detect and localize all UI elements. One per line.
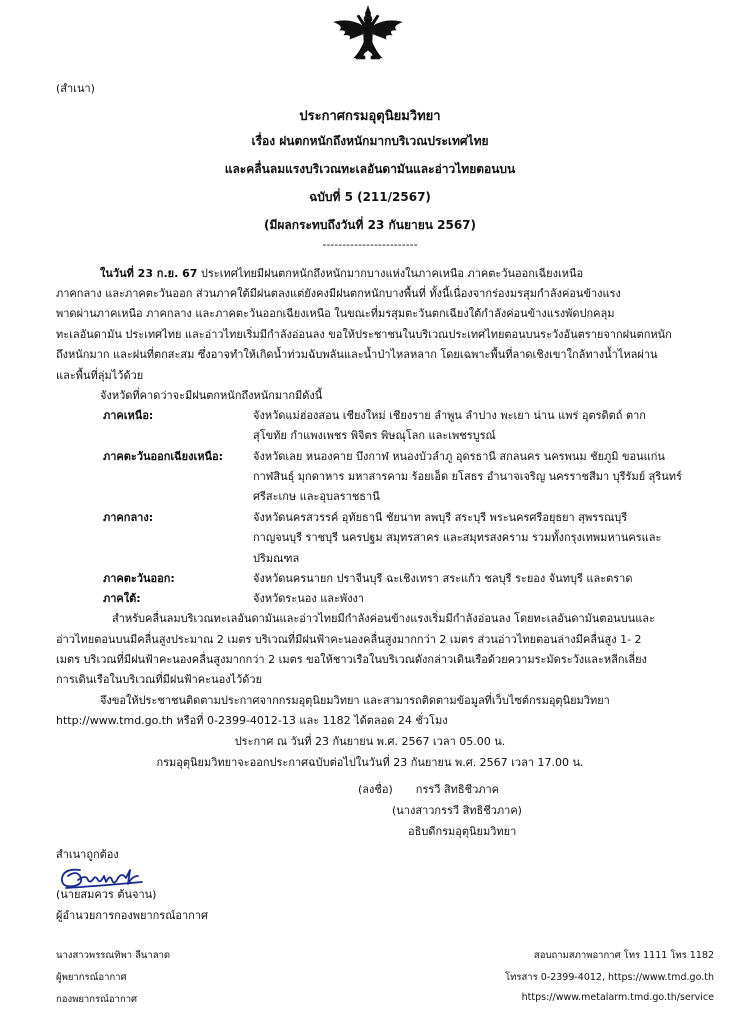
wave-line-2: อ่าวไทยตอนบนมีคลื่นสูงประมาณ 2 เมตร บริเวณที่มีฝนฟ้าคะนองคลื่นสูงมากกว่า 2 เมตร ส่วนอ่าวไทยตอนล่างมีคลื่นสูง 1- 2 bbox=[56, 633, 642, 646]
region-label-central: ภาคกลาง: bbox=[103, 511, 154, 524]
intro-line-1-rest: ประเทศไทยมีฝนตกหนักถึงหนักมากบางแห่งในภาคเหนือ ภาคตะวันออกเฉียงเหนือ bbox=[197, 267, 584, 280]
region-south-line-1: จังหวัดระนอง และพังงา bbox=[253, 592, 365, 605]
intro-line-2: ภาคกลาง และภาคตะวันออก ส่วนภาคใต้มีฝนตลงแต่ยังคงมีฝนตกหนักบางพื้นที่ ทั้งนี้เนื่องจากร่องมรสุมกำลังค่อนข้างแรง bbox=[56, 287, 621, 300]
announcement-title: ประกาศกรมอุตุนิยมวิทยา bbox=[299, 109, 441, 124]
intro-lead: ในวันที่ 23 ก.ย. 67 bbox=[100, 267, 198, 280]
intro-line-6: และพื้นที่ลุ่มไว้ด้วย bbox=[56, 369, 144, 382]
signed-line bbox=[358, 780, 499, 798]
certify-position: ผู้อำนวยการกองพยากรณ์อากาศ bbox=[56, 909, 209, 922]
footer-left-line-3: กองพยากรณ์อากาศ bbox=[56, 994, 138, 1005]
signed-name: กรรวี สิทธิชีวภาค bbox=[415, 783, 500, 796]
subject-line-1: เรื่อง ฝนตกหนักถึงหนักมากบริเวณประเทศไทย bbox=[251, 134, 489, 148]
divider: ------------------------ bbox=[322, 238, 418, 251]
footer-left-line-2: ผู้พยากรณ์อากาศ bbox=[56, 972, 127, 983]
region-northeast-line-2: กาฬสินธุ์ มุกดาหาร มหาสารคาม ร้อยเอ็ด ยโสธร อำนาจเจริญ นครราชสีมา บุรีรัมย์ สุรินทร์ bbox=[253, 470, 682, 483]
region-central-line-1: จังหวัดนครสวรรค์ อุทัยธานี ชัยนาท ลพบุรี สระบุรี พระนครศรีอยุธยา สุพรรณบุรี bbox=[253, 511, 628, 524]
follow-line-2: http://www.tmd.go.th หรือที่ 0-2399-4012-13 และ 1182 ได้ตลอด 24 ชั่วโมง bbox=[56, 714, 448, 727]
announce-date: ประกาศ ณ วันที่ 23 กันยายน พ.ศ. 2567 เวลา 05.00 น. bbox=[234, 735, 506, 748]
intro-line-5: ถึงหนักมาก และฝนที่ตกสะสม ซึ่งอาจทำให้เกิดน้ำท่วมฉับพลันและน้ำป่าไหลหลาก โดยเฉพาะพื้นที่ลาดเชิงเขาใกล้ทางน้ำไหลผ่าน bbox=[56, 348, 658, 361]
region-label-east: ภาคตะวันออก: bbox=[103, 572, 175, 585]
wave-line-3: เมตร บริเวณที่มีฝนฟ้าคะนองคลื่นสูงมากกว่า 2 เมตร ขอให้ชาวเรือในบริเวณดังกล่าวเดินเรือด้วยความระมัดระวังและหลีกเลี่ยง bbox=[56, 653, 647, 666]
intro-line-1 bbox=[100, 264, 583, 282]
region-east-line-1: จังหวัดนครนายก ปราจีนบุรี ฉะเชิงเทรา สระแก้ว ชลบุรี ระยอง จันทบุรี และตราด bbox=[253, 572, 633, 585]
effective-date: (มีผลกระทบถึงวันที่ 23 กันยายน 2567) bbox=[263, 218, 477, 232]
next-announcement: กรมอุตุนิยมวิทยาจะออกประกาศฉบับต่อไปในวันที่ 23 กันยายน พ.ศ. 2567 เวลา 17.00 น. bbox=[156, 756, 584, 769]
wave-line-4: การเดินเรือในบริเวณที่มีฝนฟ้าคะนองไว้ด้วย bbox=[56, 673, 263, 686]
footer-right-line-3: https://www.metalarm.tmd.go.th/service bbox=[521, 992, 714, 1003]
region-central-line-3: ปริมณฑล bbox=[253, 552, 300, 565]
region-north-line-2: สุโขทัย กำแพงเพชร พิจิตร พิษณุโลก และเพชรบูรณ์ bbox=[253, 429, 496, 442]
footer-left-line-1: นางสาวพรรณทิพา ลีนาลาด bbox=[56, 950, 171, 961]
region-label-northeast: ภาคตะวันออกเฉียงเหนือ: bbox=[103, 450, 224, 463]
intro-line-4: ทะเลอันดามัน ประเทศไทย และอ่าวไทยเริ่มมีกำลังอ่อนลง ขอให้ประชาชนในบริเวณประเทศไทยตอนบนระวังอันตรายจากฝนตกหนัก bbox=[56, 328, 672, 341]
signed-prefix: (ลงชื่อ) bbox=[358, 783, 393, 796]
forecast-lead: จังหวัดที่คาดว่าจะมีฝนตกหนักถึงหนักมากมีดังนี้ bbox=[100, 389, 323, 402]
region-northeast-line-1: จังหวัดเลย หนองคาย บึงกาฬ หนองบัวลำภู อุดรธานี สกลนคร นครพนม ชัยภูมิ ขอนแก่น bbox=[253, 450, 665, 463]
intro-line-3: พาดผ่านภาคเหนือ ภาคกลาง และภาคตะวันออกเฉียงเหนือ ในขณะที่มรสุมตะวันตกเฉียงใต้กำลังค่อนข้างแรงพัดปกคลุม bbox=[56, 307, 615, 320]
garuda-emblem-icon bbox=[330, 4, 406, 66]
footer-right-line-2: โทรสาร 0-2399-4012, https://www.tmd.go.th bbox=[505, 972, 714, 983]
footer-right-line-1: สอบถามสภาพอากาศ โทร 1111 โทร 1182 bbox=[533, 950, 714, 961]
follow-line-1: จึงขอให้ประชาชนติดตามประกาศจากกรมอุตุนิยมวิทยา และสามารถติดตามข้อมูลที่เว็บไซต์กรมอุตุนิยมวิทยา bbox=[100, 694, 610, 707]
region-label-north: ภาคเหนือ: bbox=[103, 409, 154, 422]
signer-full-name: (นางสาวกรรวี สิทธิชีวภาค) bbox=[392, 804, 522, 817]
region-central-line-2: กาญจนบุรี ราชบุรี นครปฐม สมุทรสาคร และสมุทรสงคราม รวมทั้งกรุงเทพมหานครและ bbox=[253, 531, 662, 544]
certify-label: สำเนาถูกต้อง bbox=[56, 848, 119, 861]
copy-label: (สำเนา) bbox=[56, 82, 95, 95]
issue-number: ฉบับที่ 5 (211/2567) bbox=[309, 190, 431, 204]
region-north-line-1: จังหวัดแม่ฮ่องสอน เชียงใหม่ เชียงราย ลำพูน ลำปาง พะเยา น่าน แพร่ อุตรดิตถ์ ตาก bbox=[253, 409, 646, 422]
signer-position: อธิบดีกรมอุตุนิยมวิทยา bbox=[408, 825, 517, 838]
region-label-south: ภาคใต้: bbox=[103, 592, 141, 605]
subject-line-2: และคลื่นลมแรงบริเวณทะเลอันดามันและอ่าวไทยตอนบน bbox=[224, 162, 516, 176]
certify-name: (นายสมควร ต้นจาน) bbox=[56, 888, 157, 901]
region-northeast-line-3: ศรีสะเกษ และอุบลราชธานี bbox=[253, 490, 380, 503]
wave-line-1: สำหรับคลื่นลมบริเวณทะเลอันดามันและอ่าวไทยมีกำลังค่อนข้างแรงเริ่มมีกำลังอ่อนลง โดยทะเลอันดามันตอนบนและ bbox=[112, 612, 655, 625]
